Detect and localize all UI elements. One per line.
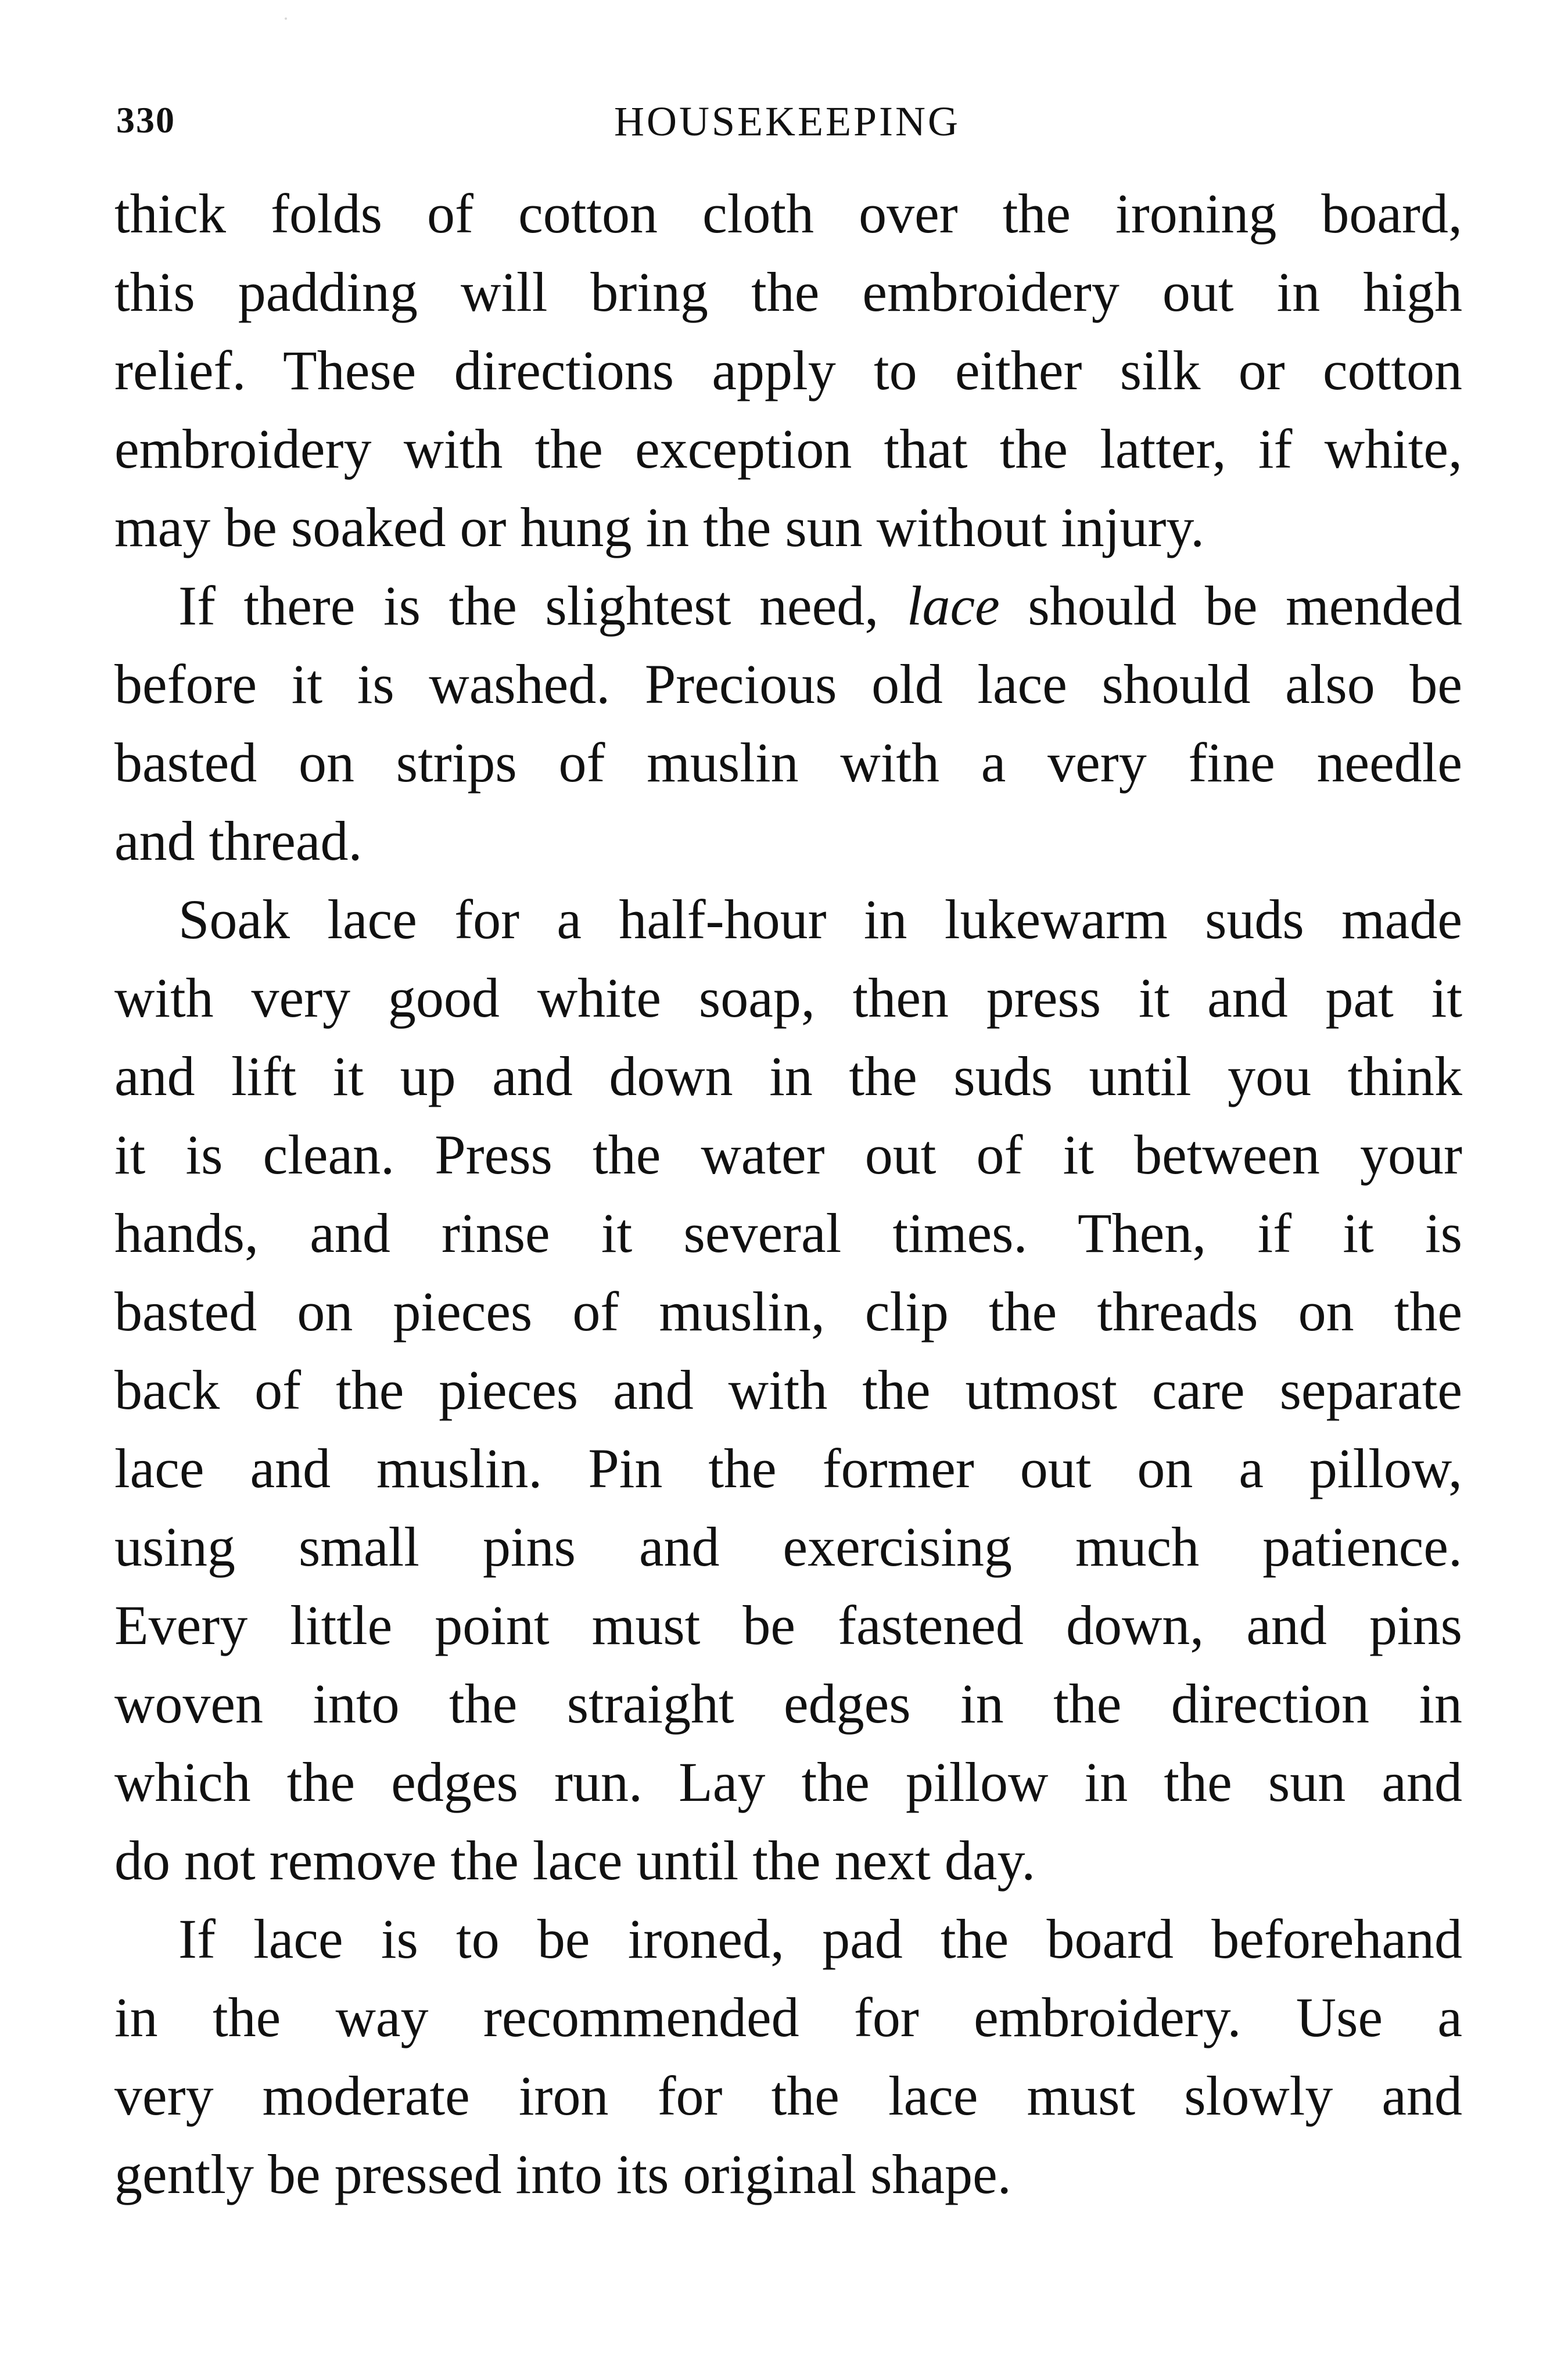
text-line: If lace is to be ironed, pad the board beforehand — [178, 1908, 1462, 1970]
text-line: very moderate iron for the lace must slowly and — [114, 2065, 1462, 2127]
text-line: Soak lace for a half-hour in lukewarm suds made — [178, 888, 1462, 950]
text-line: it is clean. Press the water out of it between your — [114, 1124, 1462, 1186]
text-line: hands, and rinse it several times. Then, if it is — [114, 1202, 1462, 1264]
text-line: basted on pieces of muslin, clip the threads on the — [114, 1280, 1462, 1343]
text-line: embroidery with the exception that the latter, if white, — [114, 418, 1462, 480]
text-line: with very good white soap, then press it and pat it — [114, 967, 1462, 1029]
text-line: and lift it up and down in the suds until you think — [114, 1045, 1462, 1107]
text-line: gently be pressed into its original shape. — [114, 2143, 1011, 2205]
text-line: woven into the straight edges in the direction in — [114, 1672, 1462, 1735]
running-title: HOUSEKEEPING — [614, 98, 960, 145]
text-line: in the way recommended for embroidery. Use a — [114, 1986, 1462, 2048]
text-line: lace and muslin. Pin the former out on a pillow, — [114, 1437, 1462, 1499]
text-line: relief. These directions apply to either silk or cotton — [114, 339, 1462, 401]
text-line: this padding will bring the embroidery out in high — [114, 261, 1462, 323]
paragraph — [114, 1900, 1462, 2213]
scan-speck — [285, 17, 287, 20]
running-head — [116, 87, 1458, 151]
text-line: before it is washed. Precious old lace should also be — [114, 653, 1462, 715]
paragraph — [114, 880, 1462, 1900]
text-line: basted on strips of muslin with a very fine needle — [114, 731, 1462, 794]
text-line: thick folds of cotton cloth over the ironing board, — [114, 182, 1462, 245]
paragraph — [114, 174, 1462, 566]
text-line: may be soaked or hung in the sun without injury. — [114, 496, 1205, 558]
paragraph — [114, 566, 1462, 880]
text-line: Every little point must be fastened down, and pins — [114, 1594, 1462, 1656]
text-line: and thread. — [114, 810, 363, 872]
page-number: 330 — [116, 99, 175, 141]
body-text — [114, 174, 1462, 2213]
italic-word: lace — [906, 575, 1000, 637]
text-line: If there is the slightest need, lace should be mended — [178, 575, 1463, 637]
text-line: back of the pieces and with the utmost care separate — [114, 1359, 1462, 1421]
text-line: using small pins and exercising much patience. — [114, 1516, 1462, 1578]
text-line: which the edges run. Lay the pillow in the sun and — [114, 1751, 1462, 1813]
text-line: do not remove the lace until the next day. — [114, 1829, 1036, 1892]
